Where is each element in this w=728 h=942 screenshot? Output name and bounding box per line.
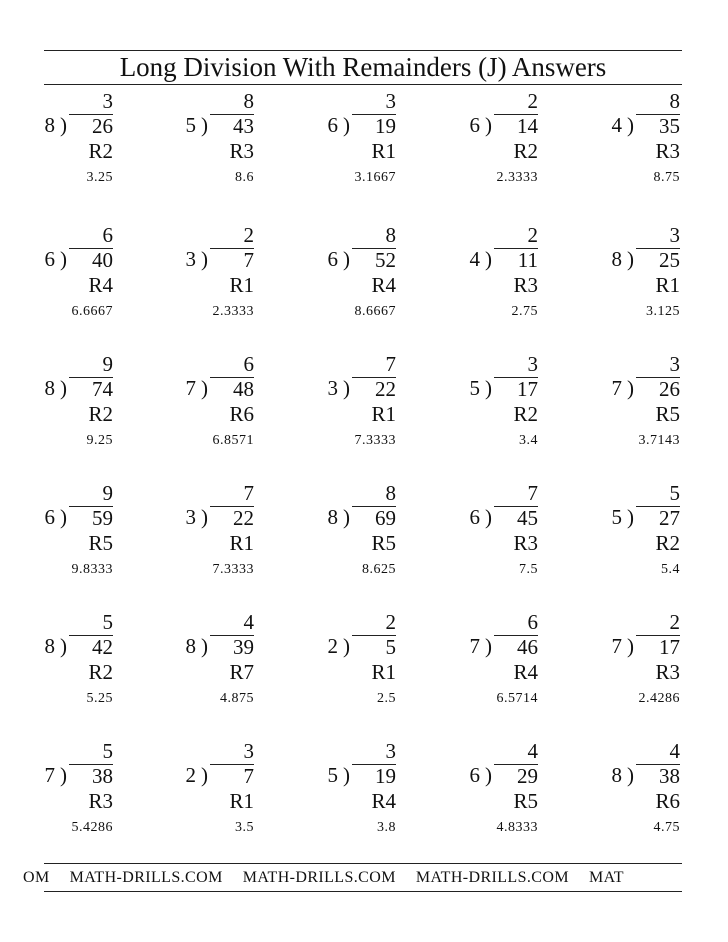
quotient: 8: [669, 89, 680, 113]
division-problem: [560, 353, 680, 465]
division-bracket: ): [485, 634, 492, 658]
footer-bottom-rule: [44, 891, 682, 892]
divisor: 7: [611, 376, 622, 400]
remainder: R3: [513, 273, 538, 297]
division-bar: [352, 506, 396, 531]
divisor: 5: [327, 763, 338, 787]
remainder: R3: [229, 139, 254, 163]
remainder: R1: [371, 660, 396, 684]
quotient: 7: [243, 481, 254, 505]
dividend: 29: [517, 764, 538, 788]
division-bar: [494, 377, 538, 402]
division-bar: [69, 506, 113, 531]
division-bar: [494, 635, 538, 660]
decimal-answer: 3.7143: [638, 433, 680, 448]
decimal-answer: 4.75: [653, 820, 680, 835]
divisor: 6: [44, 505, 55, 529]
divisor: 3: [327, 376, 338, 400]
quotient: 6: [243, 352, 254, 376]
decimal-answer: 3.125: [646, 304, 680, 319]
divisor: 7: [44, 763, 55, 787]
decimal-answer: 3.8: [377, 820, 396, 835]
quotient: 4: [669, 739, 680, 763]
division-bracket: ): [60, 376, 67, 400]
dividend: 17: [517, 377, 538, 401]
dividend: 39: [233, 635, 254, 659]
remainder: R5: [88, 531, 113, 555]
divisor: 3: [185, 505, 196, 529]
dividend: 74: [92, 377, 113, 401]
dividend: 26: [659, 377, 680, 401]
dividend: 7: [243, 248, 254, 272]
division-problem: [560, 90, 680, 202]
divisor: 7: [611, 634, 622, 658]
division-problem: [134, 482, 254, 594]
remainder: R7: [229, 660, 254, 684]
division-bar: [69, 114, 113, 139]
remainder: R4: [371, 273, 396, 297]
division-bracket: ): [627, 113, 634, 137]
quotient: 7: [385, 352, 396, 376]
decimal-answer: 3.5: [235, 820, 254, 835]
remainder: R2: [513, 139, 538, 163]
dividend: 27: [659, 506, 680, 530]
division-problem: [418, 353, 538, 465]
decimal-answer: 9.25: [86, 433, 113, 448]
quotient: 5: [102, 610, 113, 634]
division-bar: [494, 114, 538, 139]
division-problem: [134, 224, 254, 336]
division-bracket: ): [201, 376, 208, 400]
division-bar: [636, 764, 680, 789]
remainder: R2: [88, 660, 113, 684]
division-bracket: ): [343, 376, 350, 400]
division-problem: [134, 740, 254, 852]
division-bracket: ): [60, 247, 67, 271]
quotient: 5: [669, 481, 680, 505]
footer-strip: [23, 864, 644, 891]
decimal-answer: 8.6: [235, 170, 254, 185]
division-problem: [0, 740, 113, 852]
footer-watermark-text: MATH-DRILLS.COM: [69, 869, 223, 886]
division-bar: [352, 377, 396, 402]
dividend: 38: [92, 764, 113, 788]
division-problem: [276, 740, 396, 852]
decimal-answer: 8.6667: [354, 304, 396, 319]
division-bracket: ): [627, 763, 634, 787]
remainder: R1: [229, 273, 254, 297]
remainder: R5: [513, 789, 538, 813]
divisor: 4: [469, 247, 480, 271]
dividend: 25: [659, 248, 680, 272]
division-bracket: ): [627, 247, 634, 271]
dividend: 19: [375, 764, 396, 788]
division-bracket: ): [60, 113, 67, 137]
division-bracket: ): [201, 113, 208, 137]
division-bar: [210, 114, 254, 139]
division-problem: [0, 224, 113, 336]
divisor: 3: [185, 247, 196, 271]
decimal-answer: 3.4: [519, 433, 538, 448]
divisor: 8: [185, 634, 196, 658]
division-problem: [0, 611, 113, 723]
divisor: 8: [44, 113, 55, 137]
page-title: Long Division With Remainders (J) Answers: [119, 52, 607, 82]
quotient: 8: [243, 89, 254, 113]
dividend: 35: [659, 114, 680, 138]
dividend: 17: [659, 635, 680, 659]
division-bracket: ): [485, 247, 492, 271]
division-bar: [352, 114, 396, 139]
dividend: 11: [517, 248, 538, 272]
quotient: 8: [385, 481, 396, 505]
division-bracket: ): [485, 113, 492, 137]
quotient: 9: [102, 352, 113, 376]
quotient: 4: [527, 739, 538, 763]
decimal-answer: 2.75: [511, 304, 538, 319]
decimal-answer: 2.3333: [496, 170, 538, 185]
division-bracket: ): [343, 113, 350, 137]
decimal-answer: 2.5: [377, 691, 396, 706]
divisor: 6: [469, 763, 480, 787]
quotient: 3: [527, 352, 538, 376]
divisor: 5: [469, 376, 480, 400]
division-bracket: ): [627, 505, 634, 529]
quotient: 6: [102, 223, 113, 247]
division-bracket: ): [60, 634, 67, 658]
dividend: 43: [233, 114, 254, 138]
division-bracket: ): [60, 505, 67, 529]
decimal-answer: 3.1667: [354, 170, 396, 185]
division-problem: [276, 353, 396, 465]
division-bar: [494, 764, 538, 789]
decimal-answer: 5.25: [86, 691, 113, 706]
divisor: 8: [327, 505, 338, 529]
quotient: 5: [102, 739, 113, 763]
division-bar: [636, 377, 680, 402]
quotient: 3: [669, 223, 680, 247]
division-problem: [418, 611, 538, 723]
division-bar: [69, 764, 113, 789]
division-bracket: ): [343, 505, 350, 529]
remainder: R2: [88, 139, 113, 163]
division-problem: [560, 224, 680, 336]
decimal-answer: 6.8571: [212, 433, 254, 448]
remainder: R5: [371, 531, 396, 555]
division-bracket: ): [201, 505, 208, 529]
division-bracket: ): [485, 505, 492, 529]
division-bar: [636, 114, 680, 139]
divisor: 5: [611, 505, 622, 529]
quotient: 6: [527, 610, 538, 634]
decimal-answer: 8.75: [653, 170, 680, 185]
divisor: 6: [469, 505, 480, 529]
divisor: 5: [185, 113, 196, 137]
division-bracket: ): [343, 247, 350, 271]
division-bar: [636, 506, 680, 531]
divisor: 2: [327, 634, 338, 658]
dividend: 40: [92, 248, 113, 272]
division-problem: [418, 224, 538, 336]
decimal-answer: 6.5714: [496, 691, 538, 706]
divisor: 7: [185, 376, 196, 400]
remainder: R3: [655, 660, 680, 684]
division-problem: [0, 353, 113, 465]
quotient: 3: [243, 739, 254, 763]
dividend: 38: [659, 764, 680, 788]
division-bracket: ): [627, 376, 634, 400]
division-problem: [560, 740, 680, 852]
divisor: 4: [611, 113, 622, 137]
decimal-answer: 4.8333: [496, 820, 538, 835]
division-bracket: ): [485, 763, 492, 787]
division-problem: [560, 482, 680, 594]
division-problem: [134, 353, 254, 465]
quotient: 3: [669, 352, 680, 376]
remainder: R3: [655, 139, 680, 163]
division-bracket: ): [485, 376, 492, 400]
remainder: R5: [655, 402, 680, 426]
division-bracket: ): [201, 763, 208, 787]
divisor: 2: [185, 763, 196, 787]
remainder: R1: [371, 139, 396, 163]
remainder: R6: [655, 789, 680, 813]
divisor: 8: [611, 247, 622, 271]
remainder: R6: [229, 402, 254, 426]
division-bar: [494, 248, 538, 273]
division-bar: [210, 764, 254, 789]
division-problem: [0, 90, 113, 202]
dividend: 52: [375, 248, 396, 272]
remainder: R2: [88, 402, 113, 426]
divisor: 7: [469, 634, 480, 658]
division-bracket: ): [343, 634, 350, 658]
dividend: 5: [385, 635, 396, 659]
decimal-answer: 7.3333: [212, 562, 254, 577]
dividend: 19: [375, 114, 396, 138]
quotient: 3: [385, 89, 396, 113]
decimal-answer: 5.4286: [71, 820, 113, 835]
divisor: 6: [44, 247, 55, 271]
division-bar: [69, 377, 113, 402]
division-bar: [352, 764, 396, 789]
division-bar: [210, 377, 254, 402]
division-bar: [69, 635, 113, 660]
decimal-answer: 6.6667: [71, 304, 113, 319]
division-problem: [276, 482, 396, 594]
dividend: 42: [92, 635, 113, 659]
division-problem: [0, 482, 113, 594]
quotient: 3: [102, 89, 113, 113]
dividend: 48: [233, 377, 254, 401]
division-bar: [210, 635, 254, 660]
division-bracket: ): [201, 247, 208, 271]
division-bar: [210, 506, 254, 531]
quotient: 2: [385, 610, 396, 634]
division-problem: [418, 740, 538, 852]
quotient: 7: [527, 481, 538, 505]
division-problem: [560, 611, 680, 723]
remainder: R1: [229, 531, 254, 555]
quotient: 8: [385, 223, 396, 247]
decimal-answer: 7.3333: [354, 433, 396, 448]
decimal-answer: 2.4286: [638, 691, 680, 706]
footer-watermark-text: MATH-DRILLS.COM: [415, 869, 569, 886]
divisor: 6: [469, 113, 480, 137]
quotient: 9: [102, 481, 113, 505]
division-problem: [276, 611, 396, 723]
division-bar: [210, 248, 254, 273]
quotient: 2: [527, 223, 538, 247]
division-problem: [134, 611, 254, 723]
decimal-answer: 8.625: [362, 562, 396, 577]
division-bracket: ): [201, 634, 208, 658]
remainder: R4: [88, 273, 113, 297]
division-bar: [69, 248, 113, 273]
remainder: R2: [513, 402, 538, 426]
dividend: 46: [517, 635, 538, 659]
dividend: 69: [375, 506, 396, 530]
dividend: 59: [92, 506, 113, 530]
decimal-answer: 7.5: [519, 562, 538, 577]
dividend: 7: [243, 764, 254, 788]
dividend: 22: [375, 377, 396, 401]
footer-watermark-text: MATH-DRILLS.COM: [242, 869, 396, 886]
quotient: 2: [243, 223, 254, 247]
division-problem: [134, 90, 254, 202]
divisor: 8: [44, 376, 55, 400]
remainder: R2: [655, 531, 680, 555]
quotient: 3: [385, 739, 396, 763]
division-problem: [418, 482, 538, 594]
division-bracket: ): [627, 634, 634, 658]
dividend: 45: [517, 506, 538, 530]
remainder: R1: [371, 402, 396, 426]
decimal-answer: 9.8333: [71, 562, 113, 577]
division-bar: [636, 635, 680, 660]
divisor: 8: [611, 763, 622, 787]
decimal-answer: 4.875: [220, 691, 254, 706]
quotient: 2: [669, 610, 680, 634]
quotient: 4: [243, 610, 254, 634]
divisor: 6: [327, 247, 338, 271]
footer-watermark-text: OM: [23, 869, 50, 886]
division-problem: [276, 224, 396, 336]
remainder: R3: [88, 789, 113, 813]
remainder: R4: [513, 660, 538, 684]
dividend: 14: [517, 114, 538, 138]
remainder: R1: [229, 789, 254, 813]
division-problem: [276, 90, 396, 202]
division-bar: [352, 635, 396, 660]
division-bar: [636, 248, 680, 273]
footer-watermark: [23, 864, 682, 891]
remainder: R4: [371, 789, 396, 813]
division-bracket: ): [343, 763, 350, 787]
divisor: 8: [44, 634, 55, 658]
decimal-answer: 5.4: [661, 562, 680, 577]
dividend: 22: [233, 506, 254, 530]
remainder: R1: [655, 273, 680, 297]
divisor: 6: [327, 113, 338, 137]
decimal-answer: 3.25: [86, 170, 113, 185]
division-bracket: ): [60, 763, 67, 787]
division-bar: [494, 506, 538, 531]
division-bar: [352, 248, 396, 273]
quotient: 2: [527, 89, 538, 113]
dividend: 26: [92, 114, 113, 138]
footer-watermark-text: MAT: [588, 869, 624, 886]
division-problem: [418, 90, 538, 202]
remainder: R3: [513, 531, 538, 555]
decimal-answer: 2.3333: [212, 304, 254, 319]
